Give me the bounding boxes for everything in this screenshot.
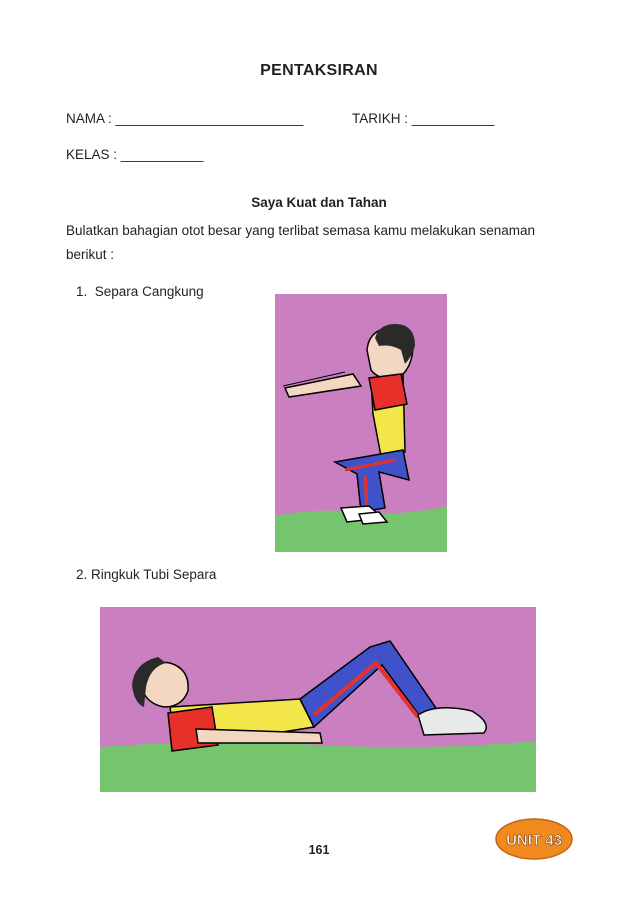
- exercise-1-name: Separa Cangkung: [94, 284, 204, 299]
- name-field[interactable]: NAMA : _________________________: [66, 111, 304, 126]
- shirt-red: [369, 374, 407, 410]
- date-field[interactable]: TARIKH : ___________: [352, 111, 495, 126]
- partial-curl-up-illustration[interactable]: [100, 607, 536, 792]
- class-field[interactable]: KELAS : ___________: [66, 147, 204, 162]
- instruction-text: Bulatkan bahagian otot besar yang terlibat semasa kamu melakukan senaman berikut :: [66, 223, 536, 262]
- page-number: 161: [308, 843, 330, 857]
- section-title: Saya Kuat dan Tahan: [251, 195, 387, 210]
- exercise-2-number: 2.: [76, 567, 88, 582]
- badge-text: UNIT 43: [506, 832, 562, 849]
- exercise-2-name: Ringkuk Tubi Separa: [91, 567, 217, 582]
- page-title: PENTAKSIRAN: [260, 62, 378, 79]
- unit-badge: [495, 818, 573, 860]
- exercise-2-label: [76, 567, 216, 582]
- exercise-1-label: [76, 284, 204, 299]
- exercise-1-number: 1.: [76, 284, 88, 299]
- floor: [100, 741, 536, 792]
- half-squat-illustration[interactable]: [275, 294, 447, 552]
